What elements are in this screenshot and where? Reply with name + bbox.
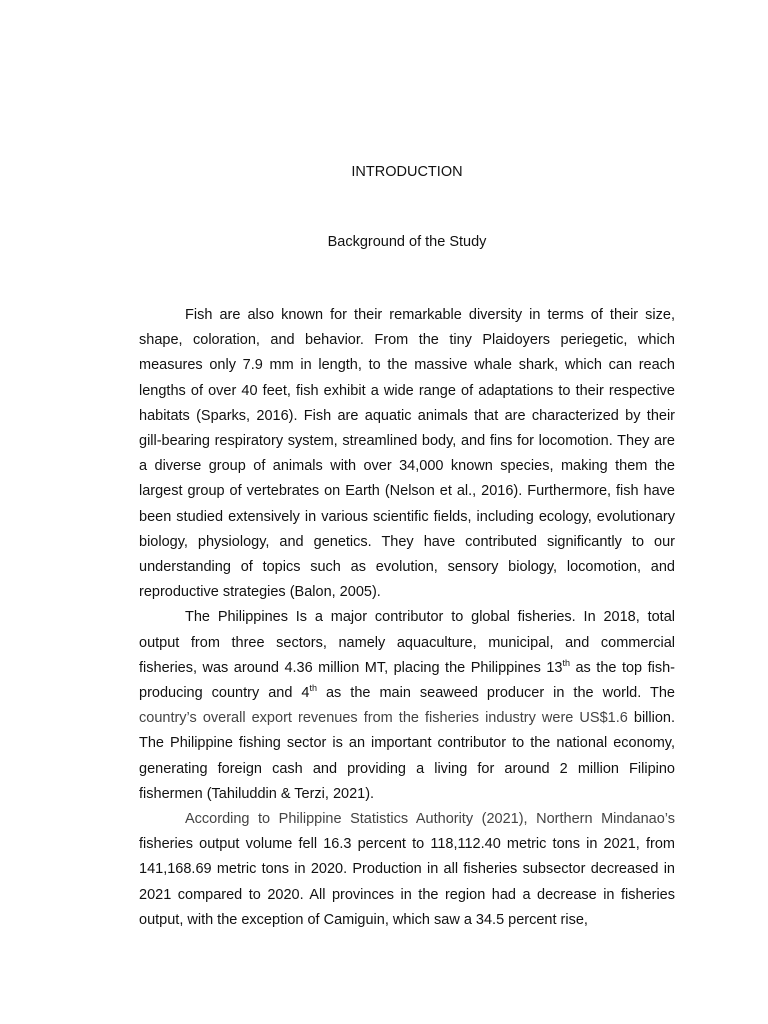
- paragraph-text-export: country’s overall export revenues from the fisheries industry were US$1.6: [139, 710, 628, 727]
- paragraph-text-citation: According to Philippine Statistics Authority (2021), Northern Mindanao’s: [185, 811, 675, 828]
- superscript-ordinal: th: [562, 657, 570, 668]
- paragraph-fish-diversity: Fish are also known for their remarkable diversity in terms of their size, shape, coloration, and behavior. From the tiny Plaidoyers periegetic, which measures only 7.9 mm in length, to the massive whale shark, which can reach lengths of over 40 feet, fish exhibit a wide range of adaptations to their respective habitats (Sparks, 2016). Fish are aquatic animals that are characterized by their gill-bearing respiratory system, streamlined body, and fins for locomotion. They are a diverse group of animals with over 34,000 known species, making them the largest group of vertebrates on Earth (Nelson et al., 2016). Furthermore, fish have been studied extensively in various scientific fields, including ecology, evolutionary biology, physiology, and genetics. They have contributed significantly to our understanding of topics such as evolution, sensory biology, locomotion, and reproductive strategies (Balon, 2005).: [139, 307, 675, 601]
- section-subtitle: Background of the Study: [327, 234, 487, 250]
- paragraph-text: fisheries output volume fell 16.3 percent to 118,112.40 metric tons in 2021, from 141,168.69 metric tons in 2020. Production in all fisheries subsector decreased in 2021 compared to 2020. All provinces in the region had a decrease in fisheries output, with the exception of Camiguin, which saw a 34.5 percent rise,: [139, 836, 675, 928]
- paragraph-text: The Philippines Is a major contributor to global fisheries. In 2018, total output from three sectors, namely aquaculture, municipal, and commercial fisheries, was around 4.36 million MT, placing the Philippines 13: [139, 609, 675, 676]
- paragraph-northern-mindanao: [139, 807, 675, 933]
- superscript-ordinal: th: [309, 683, 317, 694]
- body-text: [139, 303, 675, 933]
- paragraph-text: billion. The Philippine fishing sector is an important contributor to the national economy, generating foreign cash and providing a living for around 2 million Filipino fishermen (Tahiluddin & Terzi, 2021).: [139, 710, 675, 802]
- page-title: INTRODUCTION: [351, 164, 463, 180]
- paragraph-text: as the top fish-producing country and 4: [139, 659, 675, 702]
- paragraph-text: as the main seaweed producer in the world. The: [317, 685, 675, 702]
- paragraph-philippine-fisheries: [139, 605, 675, 807]
